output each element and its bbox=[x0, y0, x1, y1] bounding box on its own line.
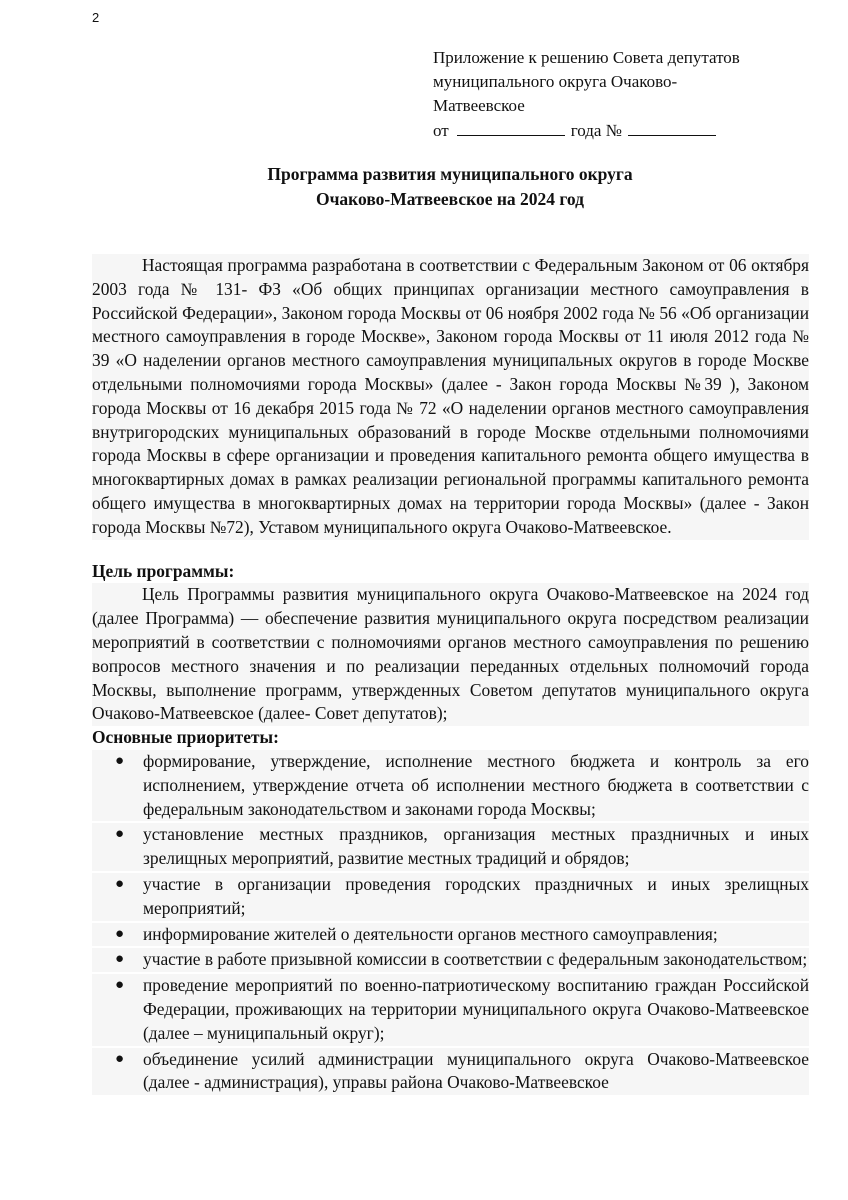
title-line-2: Очаково-Матвеевское на 2024 год bbox=[315, 189, 585, 209]
date-middle: года № bbox=[570, 121, 622, 140]
appendix-line-2: муниципального округа Очаково- bbox=[433, 72, 678, 91]
document-body bbox=[92, 254, 809, 1097]
date-prefix: от bbox=[433, 121, 449, 140]
document-title bbox=[0, 162, 848, 212]
priority-text: участие в работе призывной комиссии в соответствии с федеральным законодательством; bbox=[143, 949, 808, 970]
priority-item bbox=[92, 873, 809, 921]
goal-heading: Цель программы: bbox=[92, 560, 235, 581]
priority-text: участие в организации проведения городских праздничных и иных зрелищных мероприятий; bbox=[143, 873, 809, 918]
priorities-heading: Основные приоритеты: bbox=[92, 727, 279, 748]
priority-item bbox=[92, 823, 809, 871]
priority-text: установление местных праздников, организация местных праздничных и иных зрелищных мероприятий, развитие местных традиций и обрядов; bbox=[143, 824, 809, 869]
priority-item bbox=[92, 974, 809, 1045]
number-blank bbox=[628, 118, 716, 136]
bullet-icon: ● bbox=[115, 826, 125, 843]
bullet-icon: ● bbox=[115, 925, 125, 942]
bullet-icon: ● bbox=[115, 752, 125, 769]
priority-item bbox=[92, 750, 809, 821]
goal-paragraph: Цель Программы развития муниципального округа Очаково-Матвеевское на 2024 год (далее Программа) — обеспечение развития муниципального округа посредством реализации мероприятий в соответствии с полномочиями органов местного самоуправления по решению вопросов местного значения и по реализации переданных отдельных полномочий города Москвы, выполнение программ, утвержденных Советом депутатов муниципального округа Очаково-Матвеевское (далее- Совет депутатов); bbox=[92, 583, 809, 726]
bullet-icon: ● bbox=[115, 977, 125, 994]
priority-text: объединение усилий администрации муниципального округа Очаково-Матвеевское (далее - администрация), управы района Очаково-Матвеевское bbox=[143, 1048, 809, 1093]
priority-item bbox=[92, 923, 809, 947]
page-number: 2 bbox=[92, 10, 100, 25]
appendix-date-line bbox=[433, 118, 823, 143]
date-blank bbox=[457, 118, 565, 136]
priority-text: проведение мероприятий по военно-патриотическому воспитанию граждан Российской Федерации, проживающих на территории муниципального округа Очаково-Матвеевское (далее – муниципальный округ); bbox=[143, 975, 809, 1043]
priority-item bbox=[92, 1048, 809, 1096]
priority-item bbox=[92, 948, 809, 972]
priority-text: информирование жителей о деятельности органов местного самоуправления; bbox=[143, 923, 718, 944]
bullet-icon: ● bbox=[115, 951, 125, 968]
appendix-line-3: Матвеевское bbox=[433, 96, 525, 115]
intro-paragraph: Настоящая программа разработана в соответствии с Федеральным Законом от 06 октября 2003 года № 131- ФЗ «Об общих принципах организации местного самоуправления в Российской Федерации», Законом города Москвы от 06 ноября 2002 года № 56 «Об организации местного самоуправления в городе Москве», Законом города Москвы от 11 июля 2012 года № 39 «О наделении органов местного самоуправления муниципальных округов в городе Москве отдельными полномочиями города Москвы» (далее - Закон города Москвы №39 ), Законом города Москвы от 16 декабря 2015 года № 72 «О наделении органов местного самоуправления внутригородских муниципальных образований в городе Москве отдельными полномочиями города Москвы в сфере организации и проведения капитального ремонта общего имущества в многоквартирных домах в рамках реализации региональной программы капитального ремонта общего имущества в многоквартирных домах на территории города Москвы» (далее - Закон города Москвы №72), Уставом муниципального округа Очаково-Матвеевское. bbox=[92, 254, 809, 540]
appendix-block bbox=[433, 46, 823, 143]
priority-text: формирование, утверждение, исполнение местного бюджета и контроль за его исполнением, утверждение отчета об исполнении местного бюджета в соответствии с федеральным законодательством и законами города Москвы; bbox=[143, 750, 809, 819]
bullet-icon: ● bbox=[115, 1050, 125, 1067]
title-line-1: Программа развития муниципального округа bbox=[267, 164, 633, 184]
priorities-list bbox=[92, 750, 809, 1095]
appendix-line-1: Приложение к решению Совета депутатов bbox=[433, 48, 740, 67]
bullet-icon: ● bbox=[115, 875, 125, 892]
